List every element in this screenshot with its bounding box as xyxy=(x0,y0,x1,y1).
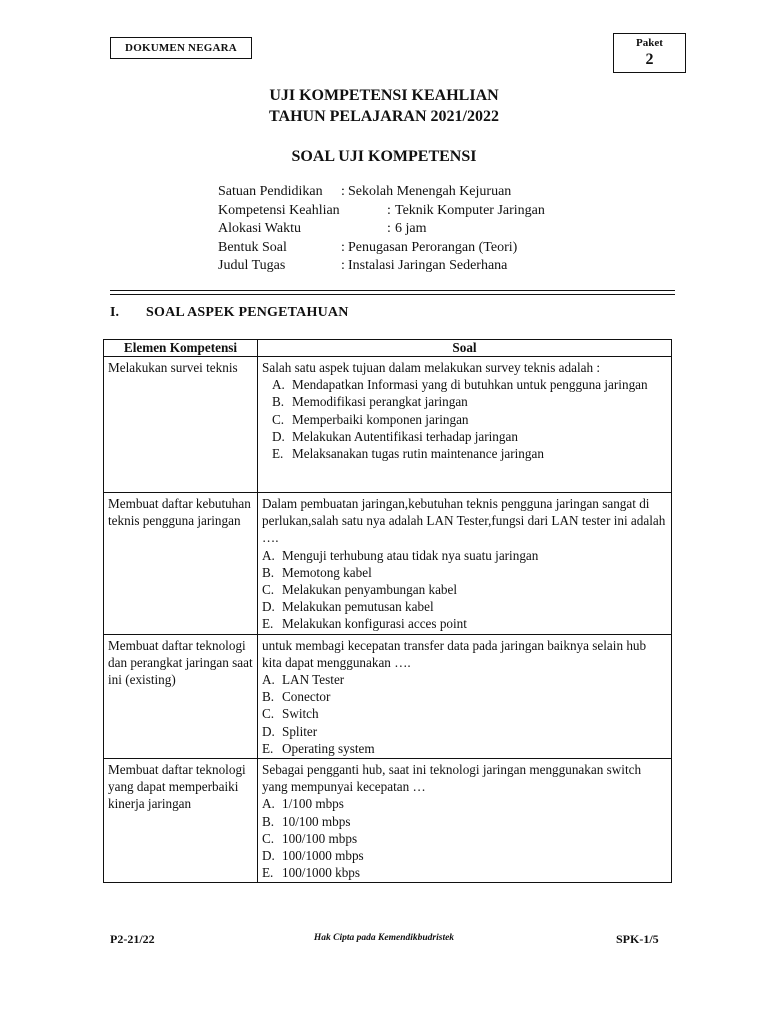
option-letter: B. xyxy=(262,813,275,829)
question-text: untuk membagi kecepatan transfer data pada jaringan baiknya selain hub kita dapat menggunakan …. xyxy=(262,637,647,670)
table-header-row xyxy=(104,340,672,357)
footer-page: SPK-1/5 xyxy=(616,932,659,946)
answer-option xyxy=(262,411,667,428)
info-label: Kompetensi Keahlian xyxy=(218,202,340,218)
option-text: Melaksanakan tugas rutin maintenance jaringan xyxy=(292,446,544,462)
option-letter: B. xyxy=(262,689,275,705)
question-table xyxy=(103,339,672,883)
option-text: Conector xyxy=(282,689,331,705)
option-text: LAN Tester xyxy=(282,672,345,688)
option-letter: A. xyxy=(272,377,285,393)
option-letter: E. xyxy=(262,616,274,632)
answer-option xyxy=(262,393,667,410)
answer-option xyxy=(262,547,667,564)
option-text: Mendapatkan Informasi yang di butuhkan untuk pengguna jaringan xyxy=(292,377,648,393)
option-text: 100/100 mbps xyxy=(282,830,358,846)
dokumen-negara-badge: DOKUMEN NEGARA xyxy=(110,37,252,59)
info-value: Penugasan Perorangan (Teori) xyxy=(348,239,518,255)
option-text: Melakukan penyambungan kabel xyxy=(282,582,458,598)
option-text: 1/100 mbps xyxy=(282,796,344,812)
title-line-3: SOAL UJI KOMPETENSI xyxy=(291,148,477,165)
divider-line xyxy=(110,290,675,291)
answer-option xyxy=(262,847,667,864)
option-letter: E. xyxy=(272,446,284,462)
option-text: Melakukan pemutusan kabel xyxy=(282,599,434,615)
info-value: Teknik Komputer Jaringan xyxy=(395,202,545,218)
option-text: Melakukan Autentifikasi terhadap jaringan xyxy=(292,428,518,444)
title-line-1: UJI KOMPETENSI KEAHLIAN xyxy=(269,87,499,104)
element-cell: Melakukan survei teknis xyxy=(104,357,258,493)
option-letter: D. xyxy=(272,428,285,444)
option-text: Memotong kabel xyxy=(282,564,372,580)
section-title: SOAL ASPEK PENGETAHUAN xyxy=(146,305,349,320)
element-cell: Membuat daftar kebutuhan teknis pengguna jaringan xyxy=(104,493,258,635)
option-letter: A. xyxy=(262,547,275,563)
option-letter: E. xyxy=(262,865,274,881)
divider-line xyxy=(110,294,675,295)
header-elemen-kompetensi: Elemen Kompetensi xyxy=(104,340,258,357)
answer-option xyxy=(262,723,667,740)
question-cell xyxy=(258,493,672,635)
question-cell xyxy=(258,759,672,883)
title-line-2: TAHUN PELAJARAN 2021/2022 xyxy=(269,108,499,125)
answer-option xyxy=(262,428,667,445)
info-separator: : xyxy=(387,221,391,236)
option-letter: B. xyxy=(262,564,275,580)
info-label: Bentuk Soal xyxy=(218,239,287,255)
footer-copyright: Hak Cipta pada Kemendikbudristek xyxy=(313,933,455,943)
answer-option xyxy=(262,376,667,393)
table-row xyxy=(104,634,672,758)
option-letter: C. xyxy=(262,706,275,722)
option-letter: A. xyxy=(262,796,275,812)
answer-option xyxy=(262,688,667,705)
paket-label: Paket xyxy=(636,37,663,49)
info-separator: : xyxy=(387,202,391,218)
question-cell xyxy=(258,357,672,493)
answer-option xyxy=(262,705,667,722)
question-cell xyxy=(258,634,672,758)
info-separator: : xyxy=(341,258,345,273)
answer-option xyxy=(262,813,667,830)
info-separator: : xyxy=(341,184,345,199)
info-label: Alokasi Waktu xyxy=(218,221,301,236)
element-cell: Membuat daftar teknologi yang dapat memperbaiki kinerja jaringan xyxy=(104,759,258,883)
answer-option xyxy=(262,598,667,615)
table-row xyxy=(104,493,672,635)
option-text: Memodifikasi perangkat jaringan xyxy=(292,394,468,410)
info-value: Instalasi Jaringan Sederhana xyxy=(348,258,508,273)
answer-option xyxy=(262,830,667,847)
option-text: 100/1000 mbps xyxy=(282,848,364,864)
table-row xyxy=(104,357,672,493)
answer-option xyxy=(262,795,667,812)
option-text: Operating system xyxy=(282,740,375,756)
info-value: 6 jam xyxy=(395,221,427,236)
option-text: Switch xyxy=(282,706,319,722)
info-label: Judul Tugas xyxy=(218,258,286,273)
option-text: Menguji terhubung atau tidak nya suatu jaringan xyxy=(282,547,539,563)
option-text: Melakukan konfigurasi acces point xyxy=(282,616,467,632)
header-soal: Soal xyxy=(258,340,672,357)
option-letter: A. xyxy=(262,672,275,688)
option-text: Spliter xyxy=(282,723,318,739)
footer-code: P2-21/22 xyxy=(110,932,155,946)
question-text: Sebagai pengganti hub, saat ini teknologi jaringan menggunakan switch yang mempunyai kecepatan … xyxy=(262,762,642,795)
answer-option xyxy=(262,671,667,688)
option-letter: C. xyxy=(262,830,275,846)
option-letter: D. xyxy=(262,848,275,864)
answer-option xyxy=(262,564,667,581)
option-letter: E. xyxy=(262,740,274,756)
option-text: Memperbaiki komponen jaringan xyxy=(292,411,469,427)
table-row xyxy=(104,759,672,883)
answer-option xyxy=(262,740,667,757)
option-text: 10/100 mbps xyxy=(282,813,351,829)
info-label: Satuan Pendidikan xyxy=(218,184,323,199)
paket-box xyxy=(613,33,686,73)
section-number: I. xyxy=(110,305,119,320)
element-cell: Membuat daftar teknologi dan perangkat jaringan saat ini (existing) xyxy=(104,634,258,758)
option-letter: C. xyxy=(262,582,275,598)
info-value: Sekolah Menengah Kejuruan xyxy=(348,184,512,199)
option-letter: D. xyxy=(262,599,275,615)
paket-number: 2 xyxy=(645,51,654,68)
answer-option xyxy=(262,864,667,881)
answer-option xyxy=(262,581,667,598)
question-text: Dalam pembuatan jaringan,kebutuhan teknis pengguna jaringan sangat di perlukan,salah satu nya adalah LAN Tester,fungsi dari LAN tester ini adalah …. xyxy=(262,496,666,546)
info-separator: : xyxy=(341,239,345,255)
option-letter: B. xyxy=(272,394,285,410)
answer-option xyxy=(262,615,667,632)
option-letter: D. xyxy=(262,723,275,739)
option-letter: C. xyxy=(272,411,285,427)
answer-option xyxy=(262,445,667,462)
option-text: 100/1000 kbps xyxy=(282,865,361,881)
question-text: Salah satu aspek tujuan dalam melakukan survey teknis adalah : xyxy=(262,360,601,375)
